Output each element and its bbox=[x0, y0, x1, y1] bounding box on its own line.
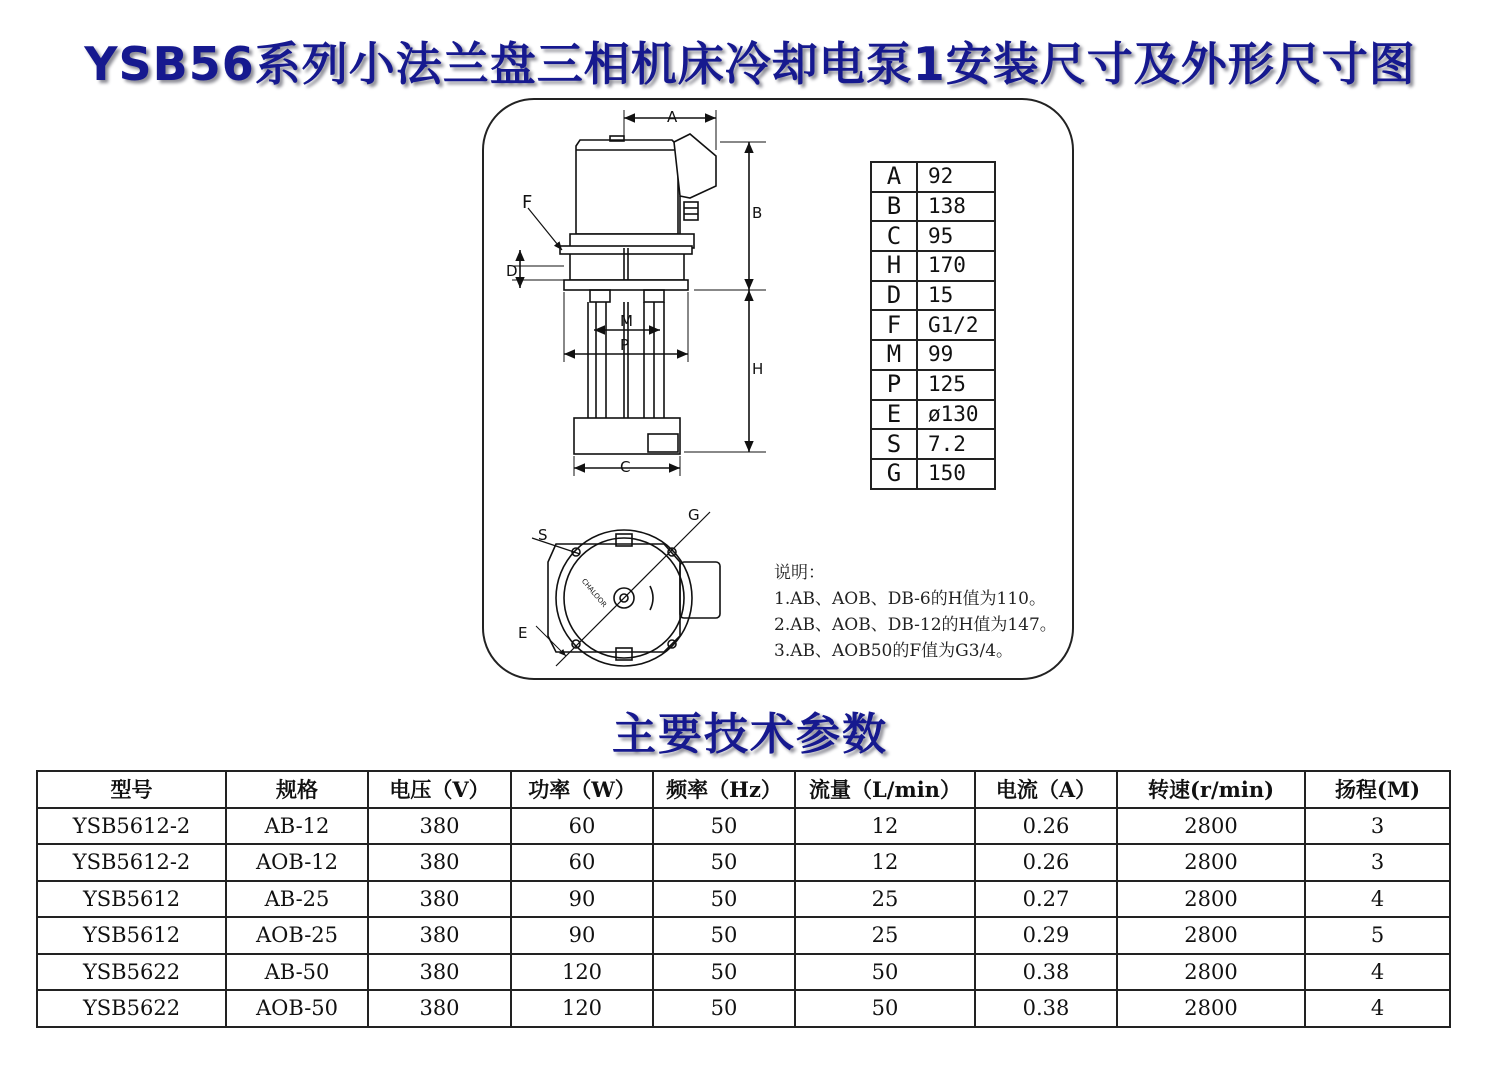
dimension-key: M bbox=[871, 340, 917, 370]
table-cell: 380 bbox=[368, 844, 511, 881]
table-cell: 12 bbox=[795, 808, 975, 845]
table-cell: AOB-50 bbox=[226, 990, 368, 1027]
label-h: H bbox=[752, 360, 764, 378]
plate-text: CHALOOR bbox=[579, 577, 609, 609]
table-cell: 50 bbox=[653, 954, 795, 991]
section-title: 主要技术参数 bbox=[612, 709, 888, 760]
dimension-row bbox=[871, 459, 995, 489]
note-3: 3.AB、AOB50的F值为G3/4。 bbox=[774, 641, 1014, 661]
spec-table bbox=[36, 770, 1451, 1028]
page-title: YSB56系列小法兰盘三相机床冷却电泵1安装尺寸及外形尺寸图 bbox=[84, 37, 1416, 91]
column-header: 型号 bbox=[37, 771, 226, 808]
table-cell: 12 bbox=[795, 844, 975, 881]
table-cell: 380 bbox=[368, 990, 511, 1027]
column-header: 扬程(M) bbox=[1305, 771, 1450, 808]
table-cell: YSB5612-2 bbox=[37, 808, 226, 845]
table-cell: 0.38 bbox=[975, 990, 1117, 1027]
table-row bbox=[37, 917, 1450, 954]
table-cell: 0.26 bbox=[975, 808, 1117, 845]
table-cell: YSB5622 bbox=[37, 954, 226, 991]
table-cell: 50 bbox=[653, 881, 795, 918]
table-cell: AOB-25 bbox=[226, 917, 368, 954]
table-cell: 0.26 bbox=[975, 844, 1117, 881]
table-cell: AOB-12 bbox=[226, 844, 368, 881]
dimension-table bbox=[870, 161, 996, 490]
dimension-value: 95 bbox=[917, 221, 995, 251]
table-cell: YSB5612 bbox=[37, 881, 226, 918]
label-p: P bbox=[620, 336, 630, 354]
table-cell: 90 bbox=[511, 917, 653, 954]
table-row bbox=[37, 881, 1450, 918]
pump-side-view bbox=[512, 110, 766, 476]
dimension-row bbox=[871, 340, 995, 370]
dimension-value: 150 bbox=[917, 459, 995, 489]
table-cell: YSB5622 bbox=[37, 990, 226, 1027]
dimension-key: P bbox=[871, 370, 917, 400]
label-m: M bbox=[620, 312, 633, 330]
dimension-row bbox=[871, 370, 995, 400]
table-cell: 2800 bbox=[1117, 808, 1305, 845]
table-cell: 25 bbox=[795, 881, 975, 918]
column-header: 电压（V） bbox=[368, 771, 511, 808]
table-cell: 380 bbox=[368, 808, 511, 845]
table-cell: 0.29 bbox=[975, 917, 1117, 954]
table-row bbox=[37, 990, 1450, 1027]
dimension-key: A bbox=[871, 162, 917, 192]
table-cell: 2800 bbox=[1117, 990, 1305, 1027]
table-cell: 25 bbox=[795, 917, 975, 954]
table-cell: 4 bbox=[1305, 954, 1450, 991]
dimension-key: H bbox=[871, 251, 917, 281]
table-cell: 380 bbox=[368, 917, 511, 954]
dimension-key: F bbox=[871, 310, 917, 340]
table-cell: 380 bbox=[368, 881, 511, 918]
table-cell: YSB5612 bbox=[37, 917, 226, 954]
table-cell: 380 bbox=[368, 954, 511, 991]
dimension-value: 99 bbox=[917, 340, 995, 370]
dimension-row bbox=[871, 429, 995, 459]
table-cell: 50 bbox=[653, 844, 795, 881]
pump-top-view bbox=[532, 512, 720, 666]
dimension-row bbox=[871, 251, 995, 281]
dimension-value: 170 bbox=[917, 251, 995, 281]
label-e: E bbox=[518, 624, 528, 642]
table-cell: 50 bbox=[795, 954, 975, 991]
spec-header-row bbox=[37, 771, 1450, 808]
note-2: 2.AB、AOB、DB-12的H值为147。 bbox=[774, 615, 1057, 635]
dimension-row bbox=[871, 281, 995, 311]
table-cell: 50 bbox=[653, 990, 795, 1027]
dimension-value: 7.2 bbox=[917, 429, 995, 459]
dimension-key: G bbox=[871, 459, 917, 489]
dimension-value: 15 bbox=[917, 281, 995, 311]
table-cell: 2800 bbox=[1117, 954, 1305, 991]
notes bbox=[774, 560, 1057, 664]
column-header: 电流（A） bbox=[975, 771, 1117, 808]
table-cell: 60 bbox=[511, 808, 653, 845]
dimension-row bbox=[871, 400, 995, 430]
table-cell: 4 bbox=[1305, 990, 1450, 1027]
dimension-key: B bbox=[871, 192, 917, 222]
column-header: 频率（Hz） bbox=[653, 771, 795, 808]
column-header: 规格 bbox=[226, 771, 368, 808]
table-cell: 50 bbox=[653, 808, 795, 845]
table-cell: 4 bbox=[1305, 881, 1450, 918]
table-cell: 5 bbox=[1305, 917, 1450, 954]
table-cell: 3 bbox=[1305, 844, 1450, 881]
table-cell: YSB5612-2 bbox=[37, 844, 226, 881]
table-cell: 0.38 bbox=[975, 954, 1117, 991]
table-cell: 60 bbox=[511, 844, 653, 881]
table-cell: 2800 bbox=[1117, 881, 1305, 918]
table-row bbox=[37, 808, 1450, 845]
column-header: 流量（L/min） bbox=[795, 771, 975, 808]
table-cell: AB-25 bbox=[226, 881, 368, 918]
table-cell: 90 bbox=[511, 881, 653, 918]
label-f: F bbox=[522, 192, 533, 213]
dimension-value: ø130 bbox=[917, 400, 995, 430]
dimension-row bbox=[871, 310, 995, 340]
dimension-key: C bbox=[871, 221, 917, 251]
dimension-key: D bbox=[871, 281, 917, 311]
column-header: 功率（W） bbox=[511, 771, 653, 808]
dimension-key: E bbox=[871, 400, 917, 430]
dimension-row bbox=[871, 221, 995, 251]
label-g: G bbox=[688, 506, 700, 524]
label-d: D bbox=[506, 262, 518, 280]
table-cell: 120 bbox=[511, 954, 653, 991]
dimension-value: 138 bbox=[917, 192, 995, 222]
table-cell: 50 bbox=[653, 917, 795, 954]
dimension-row bbox=[871, 162, 995, 192]
dimension-row bbox=[871, 192, 995, 222]
label-a: A bbox=[667, 108, 678, 126]
table-cell: 3 bbox=[1305, 808, 1450, 845]
table-row bbox=[37, 844, 1450, 881]
label-b: B bbox=[752, 204, 763, 222]
dimension-value: 125 bbox=[917, 370, 995, 400]
note-1: 1.AB、AOB、DB-6的H值为110。 bbox=[774, 589, 1046, 609]
table-cell: 2800 bbox=[1117, 917, 1305, 954]
table-cell: 50 bbox=[795, 990, 975, 1027]
column-header: 转速(r/min) bbox=[1117, 771, 1305, 808]
table-cell: 2800 bbox=[1117, 844, 1305, 881]
dimension-value: G1/2 bbox=[917, 310, 995, 340]
table-cell: AB-50 bbox=[226, 954, 368, 991]
notes-heading: 说明： bbox=[774, 563, 825, 583]
dimension-key: S bbox=[871, 429, 917, 459]
table-row bbox=[37, 954, 1450, 991]
dimension-value: 92 bbox=[917, 162, 995, 192]
label-c: C bbox=[620, 458, 631, 476]
table-cell: 0.27 bbox=[975, 881, 1117, 918]
table-cell: AB-12 bbox=[226, 808, 368, 845]
label-s: S bbox=[538, 526, 548, 544]
table-cell: 120 bbox=[511, 990, 653, 1027]
